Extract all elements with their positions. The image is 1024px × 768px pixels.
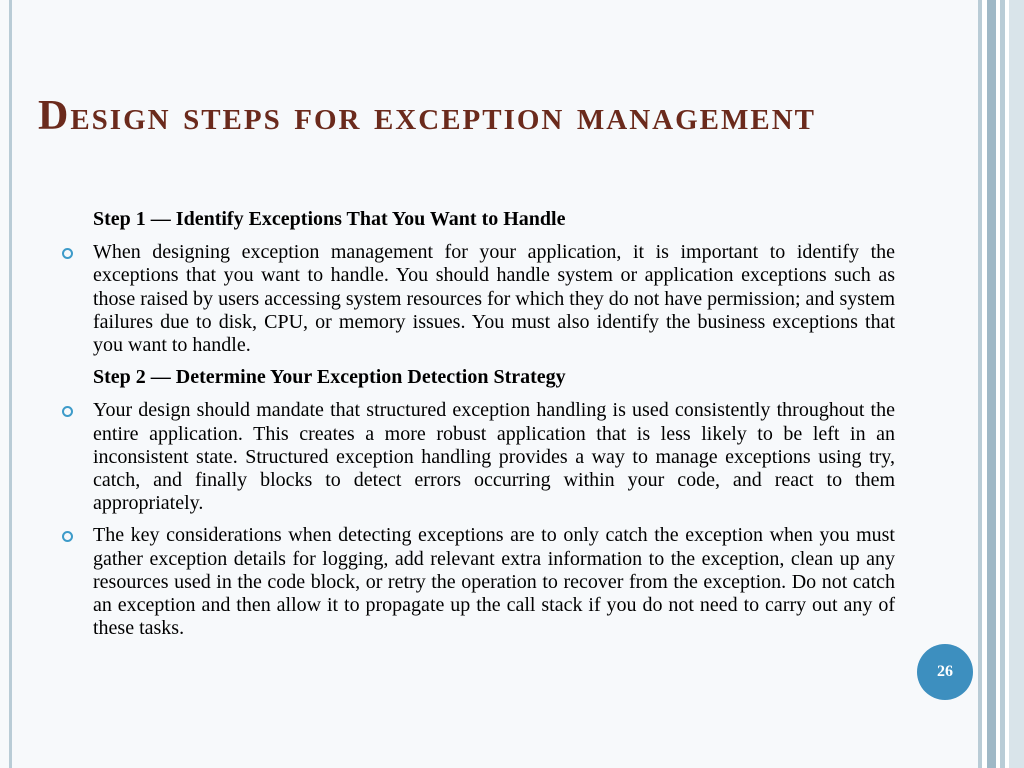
stripe [987, 0, 996, 768]
circle-bullet-icon [62, 406, 73, 417]
stripe [1000, 0, 1005, 768]
slide-body [62, 208, 895, 649]
bullet-text: When designing exception management for your application, it is important to identify the exceptions that you want to handle. You should handle system or application exceptions such as those raised by users accessing system resources for which they do not have permission; and system failures due to disk, CPU, or memory issues. You must also identify the business exceptions that you want to handle. [93, 241, 895, 357]
bullet-text: The key considerations when detecting exceptions are to only catch the exception when you must gather exception details for logging, add relevant extra information to the exception, clean up any resources used in the code block, or retry the operation to recover from the exception. Do not catch an exception and then allow it to propagate up the call stack if you do not need to carry out any of these tasks. [93, 524, 895, 640]
bullet-item [62, 399, 895, 515]
bullet-text: Your design should mandate that structured exception handling is used consistently throughout the entire application. This creates a more robust application that is less likely to be left in an inconsistent state. Structured exception handling provides a way to manage exceptions using try, catch, and finally blocks to detect errors occurring within your code, and react to them appropriately. [93, 399, 895, 515]
right-decorative-stripes [978, 0, 1024, 768]
step-1-heading: Step 1 — Identify Exceptions That You Want to Handle [93, 208, 566, 230]
page-number: 26 [937, 663, 953, 680]
stripe [978, 0, 982, 768]
bullet-item [62, 241, 895, 357]
slide-title: Design steps for exception management [38, 93, 816, 139]
bullet-item [62, 524, 895, 640]
circle-bullet-icon [62, 531, 73, 542]
stripe [1009, 0, 1024, 768]
circle-bullet-icon [62, 248, 73, 259]
page-number-badge [917, 644, 973, 700]
left-border-line [9, 0, 12, 768]
step-2-heading: Step 2 — Determine Your Exception Detection Strategy [93, 366, 566, 389]
